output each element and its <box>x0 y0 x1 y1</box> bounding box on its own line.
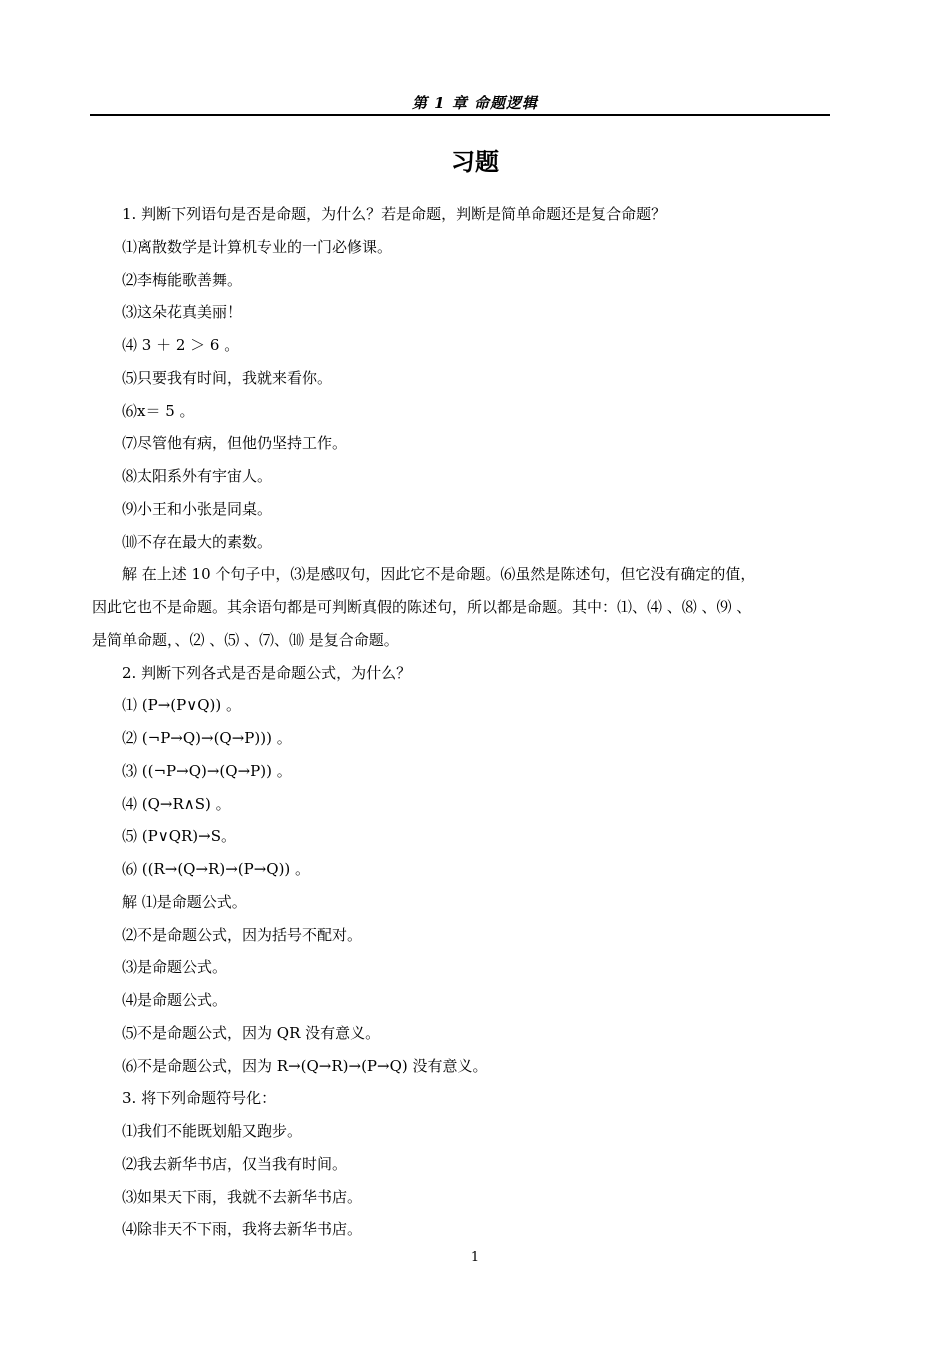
text-line: ⑶是命题公式。 <box>122 958 228 977</box>
text-line: 解 ⑴是命题公式。 <box>122 892 247 911</box>
text-line: 因此它也不是命题。其余语句都是可判断真假的陈述句，所以都是命题。其中：⑴、⑷ 、⑻ 、⑼ 、 <box>92 598 752 616</box>
text-line: 3. 将下列命题符号化： <box>122 1089 277 1108</box>
text-line: ⑴ (P→(P∨Q)) 。 <box>122 696 241 715</box>
text-line: ⑵不是命题公式，因为括号不配对。 <box>122 925 363 944</box>
text-line: ⑷除非天不下雨，我将去新华书店。 <box>122 1220 363 1239</box>
text-line: 解 在上述 10 个句子中，⑶是感叹句，因此它不是命题。⑹虽然是陈述句，但它没有确定的值， <box>122 565 756 584</box>
text-line: 2. 判断下列各式是否是命题公式，为什么？ <box>122 663 412 682</box>
text-line: ⑴离散数学是计算机专业的一门必修课。 <box>122 237 393 256</box>
text-line: ⑵ (¬P→Q)→(Q→P))) 。 <box>122 729 292 747</box>
text-line: ⑵李梅能歌善舞。 <box>122 270 243 289</box>
text-line: ⑸不是命题公式，因为 QR 没有意义。 <box>122 1023 381 1042</box>
text-line: ⑸只要我有时间，我就来看你。 <box>122 368 333 387</box>
exercise-text <box>92 198 834 1246</box>
header-divider <box>90 114 830 116</box>
page-title: 习题 <box>451 148 499 176</box>
text-line: ⑼小王和小张是同桌。 <box>122 499 273 518</box>
text-line: ⑻太阳系外有宇宙人。 <box>122 467 273 485</box>
text-line: ⑶ ((¬P→Q)→(Q→P)) 。 <box>122 761 292 780</box>
text-line: 是简单命题，、⑵ 、⑸ 、⑺、⑽ 是复合命题。 <box>92 630 399 649</box>
text-line: ⑵我去新华书店，仅当我有时间。 <box>122 1154 348 1173</box>
text-line: 1. 判断下列语句是否是命题，为什么？若是命题，判断是简单命题还是复合命题？ <box>122 205 667 223</box>
text-line: ⑴我们不能既划船又跑步。 <box>122 1122 303 1140</box>
page-number: 1 <box>470 1250 480 1265</box>
text-line: ⑹x＝ 5 。 <box>122 401 195 420</box>
text-line: ⑷ 3 ＋ 2 ＞ 6 。 <box>122 336 240 354</box>
text-line: ⑶如果天下雨，我就不去新华书店。 <box>122 1187 363 1206</box>
text-line: ⑷是命题公式。 <box>122 991 228 1009</box>
text-line: ⑹ ((R→(Q→R)→(P→Q)) 。 <box>122 860 311 878</box>
text-line: ⑶这朵花真美丽！ <box>122 303 243 322</box>
text-line: ⑸ (P∨QR)→S。 <box>122 827 236 846</box>
text-line: ⑷ (Q→R∧S) 。 <box>122 794 231 813</box>
running-header: 第 1 章 命题逻辑 <box>411 94 539 112</box>
text-line: ⑹不是命题公式，因为 R→(Q→R)→(P→Q) 没有意义。 <box>122 1056 488 1075</box>
text-line: ⑽不存在最大的素数。 <box>122 532 273 551</box>
text-line: ⑺尽管他有病，但他仍坚持工作。 <box>122 434 348 453</box>
